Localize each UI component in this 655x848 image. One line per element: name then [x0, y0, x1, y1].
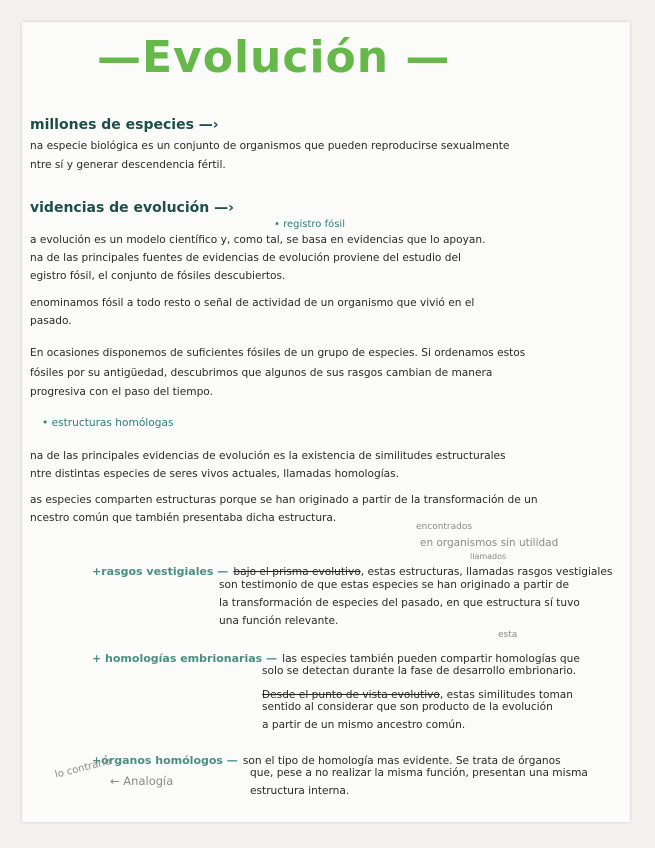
- note-analogia: ← Analogía: [110, 774, 174, 788]
- vestigiales-line-3: la transformación de especies del pasado, en que estructura sí tuvo: [219, 597, 580, 609]
- embrionarias-line-4: sentido al considerar que son producto de la evolución: [262, 701, 553, 713]
- paragraph-5-line-2: ntre distintas especies de seres vivos actuales, llamadas homologías.: [30, 468, 400, 480]
- paragraph-4-line-1: En ocasiones disponemos de suficientes fósiles de un grupo de especies. Si ordenamos estos: [30, 347, 526, 359]
- paragraph-2-line-2: na de las principales fuentes de evidencias de evolución proviene del estudio del: [30, 252, 461, 264]
- label-organos-homologos: +órganos homólogos —: [92, 754, 238, 767]
- paragraph-3-line-2: pasado.: [30, 315, 72, 327]
- paragraph-6-line-1: as especies comparten estructuras porque se han originado a partir de la transformación de un: [30, 494, 538, 506]
- notebook-page: [22, 22, 630, 822]
- embrionarias-line-2: solo se detectan durante la fase de desarrollo embrionario.: [262, 665, 577, 677]
- label-homologias-embrionarias: + homologías embrionarias —: [92, 652, 278, 665]
- note-registro-fosil: • registro fósil: [274, 219, 345, 230]
- organos-line-2: que, pese a no realizar la misma función, presentan una misma: [250, 767, 588, 779]
- strike-punto-de-vista: Desde el punto de vista evolutivo: [262, 689, 440, 701]
- heading-millones: millones de especies —›: [30, 117, 219, 133]
- note-encontrados: encontrados: [416, 522, 473, 532]
- page-title: —Evolución —: [97, 32, 451, 83]
- organos-line-1: son el tipo de homología mas evidente. Se trata de órganos: [242, 755, 561, 767]
- strike-prisma-evolutivo: bajo el prisma evolutivo: [233, 566, 361, 578]
- label-rasgos-vestigiales: +rasgos vestigiales —: [92, 565, 229, 578]
- item-organos-homologos: [92, 749, 561, 768]
- paragraph-1-line-1: na especie biológica es un conjunto de organismos que pueden reproducirse sexualmente: [30, 140, 510, 152]
- paragraph-2-line-1: a evolución es un modelo científico y, como tal, se basa en evidencias que lo apoyan.: [30, 234, 486, 246]
- heading-evidencias: videncias de evolución —›: [30, 200, 234, 216]
- paragraph-3-line-1: enominamos fósil a todo resto o señal de actividad de un organismo que vivió en el: [30, 297, 475, 309]
- note-llamados: llamados: [470, 552, 507, 561]
- subheading-estructuras-homologas: • estructuras homólogas: [42, 417, 174, 429]
- embrionarias-line-5: a partir de un mismo ancestro común.: [262, 719, 466, 731]
- vestigiales-line-4: una función relevante.: [219, 615, 339, 627]
- embrionarias-line-3-rest: , estas similitudes toman: [439, 689, 573, 701]
- note-sin-utilidad: en organismos sin utilidad: [420, 537, 559, 549]
- paragraph-5-line-1: na de las principales evidencias de evolución es la existencia de similitudes estructurales: [30, 450, 506, 462]
- vestigiales-line-2: son testimonio de que estas especies se han originado a partir de: [219, 579, 570, 591]
- note-lo-contrario: lo contrario: [54, 756, 113, 781]
- organos-line-3: estructura interna.: [250, 785, 350, 797]
- paragraph-6-line-2: ncestro común que también presentaba dicha estructura.: [30, 512, 337, 524]
- paragraph-4-line-3: progresiva con el paso del tiempo.: [30, 386, 213, 398]
- embrionarias-line-1: las especies también pueden compartir homologías que: [282, 653, 580, 665]
- embrionarias-line-3: [262, 683, 573, 702]
- paragraph-1-line-2: ntre sí y generar descendencia fértil.: [30, 159, 226, 171]
- vestigiales-line-1-rest: , estas estructuras, llamadas rasgos vestigiales: [360, 566, 613, 578]
- paragraph-2-line-3: egistro fósil, el conjunto de fósiles descubiertos.: [30, 270, 286, 282]
- note-esta: esta: [498, 630, 518, 640]
- item-rasgos-vestigiales: [92, 560, 612, 579]
- item-homologias-embrionarias: [92, 647, 580, 666]
- paragraph-4-line-2: fósiles por su antigüedad, descubrimos que algunos de sus rasgos cambian de manera: [30, 367, 493, 379]
